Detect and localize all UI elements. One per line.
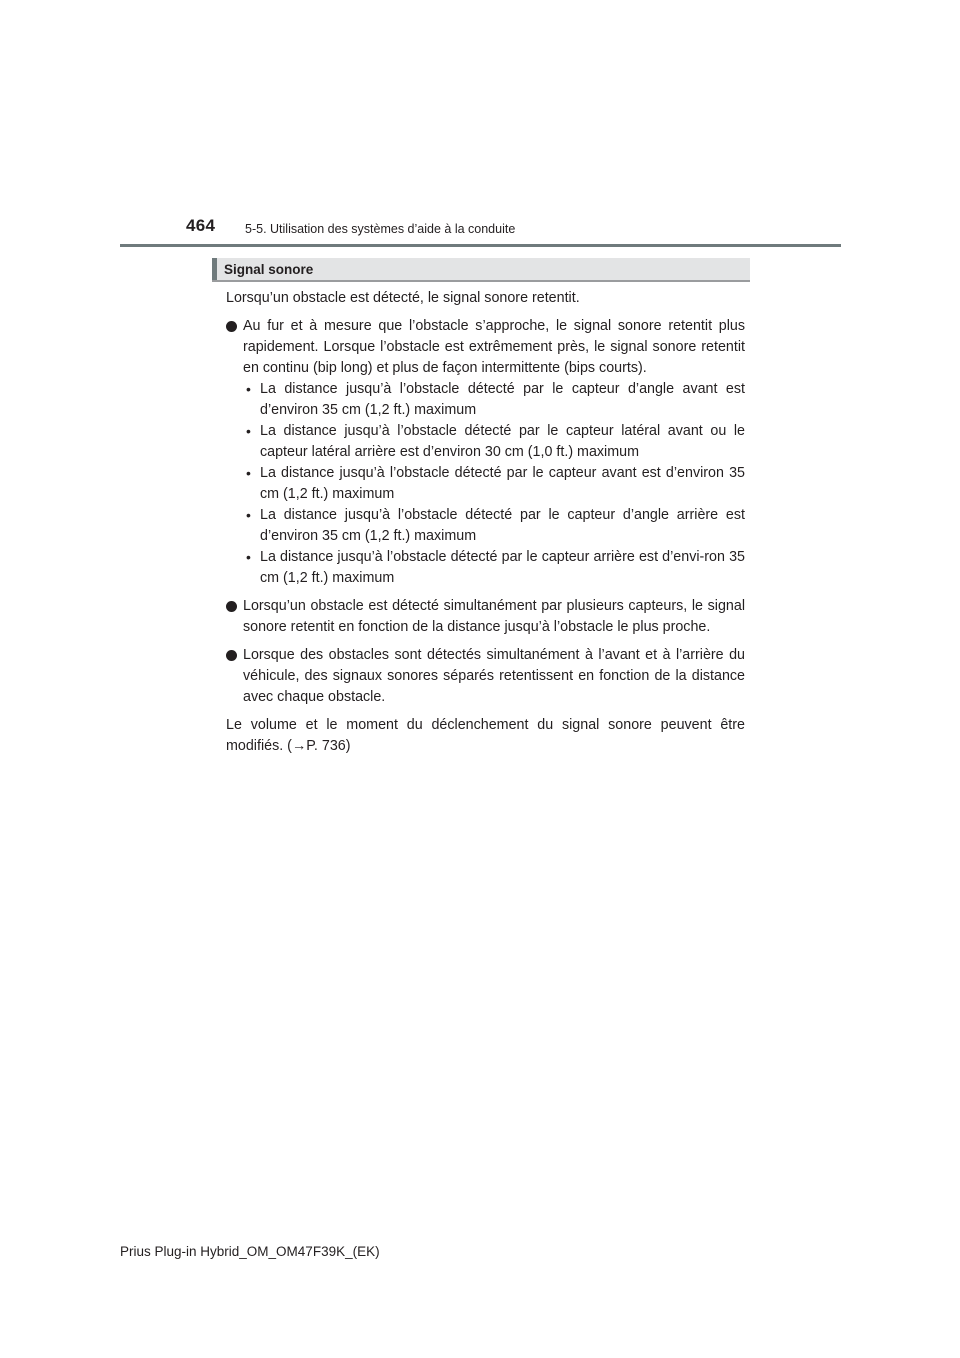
sub-item bbox=[243, 547, 745, 589]
sub-item-text: La distance jusqu’à l’obstacle détecté par le capteur d’angle avant est d’environ 35 cm (1,2 ft.) maximum bbox=[260, 381, 745, 418]
sub-bullet-icon: • bbox=[246, 465, 251, 481]
sub-bullet-icon: • bbox=[246, 507, 251, 523]
sub-bullet-icon: • bbox=[246, 381, 251, 397]
sub-list bbox=[243, 379, 745, 589]
sub-item bbox=[243, 505, 745, 547]
section-heading: Signal sonore bbox=[224, 262, 314, 277]
intro-paragraph: Lorsqu’un obstacle est détecté, le signal sonore retentit. bbox=[226, 290, 580, 306]
body-content bbox=[226, 288, 745, 757]
header-divider bbox=[120, 244, 841, 247]
sub-item bbox=[243, 463, 745, 505]
heading-accent bbox=[212, 258, 217, 280]
bullet-item bbox=[226, 596, 745, 638]
bullet-icon bbox=[226, 650, 237, 661]
footer-document-id: Prius Plug-in Hybrid_OM_OM47F39K_(EK) bbox=[120, 1244, 380, 1259]
bullet-item bbox=[226, 316, 745, 589]
page-number: 464 bbox=[186, 216, 216, 235]
sub-item-text: La distance jusqu’à l’obstacle détecté par le capteur avant est d’environ 35 cm (1,2 ft.) maximum bbox=[260, 465, 745, 502]
closing-paragraph: Le volume et le moment du déclenchement du signal sonore peuvent être modifiés. (→P. 736) bbox=[226, 717, 745, 754]
section-title: 5-5. Utilisation des systèmes d’aide à la conduite bbox=[245, 222, 516, 236]
bullet-text: Au fur et à mesure que l’obstacle s’approche, le signal sonore retentit plus rapidement. Lorsque l’obstacle est extrêmement près, le signal sonore retentit en continu (bip long) et plus de façon intermittente (bips courts). bbox=[243, 318, 745, 376]
sub-bullet-icon: • bbox=[246, 423, 251, 439]
sub-bullet-icon: • bbox=[246, 549, 251, 565]
sub-item-text: La distance jusqu’à l’obstacle détecté par le capteur latéral avant ou le capteur latéral arrière est d’environ 30 cm (1,0 ft.) maximum bbox=[260, 423, 745, 460]
sub-item bbox=[243, 379, 745, 421]
bullet-icon bbox=[226, 321, 237, 332]
sub-item bbox=[243, 421, 745, 463]
sub-item-text: La distance jusqu’à l’obstacle détecté par le capteur d’angle arrière est d’environ 35 cm (1,2 ft.) maximum bbox=[260, 507, 745, 544]
bullet-icon bbox=[226, 601, 237, 612]
section-heading-bar bbox=[212, 258, 750, 282]
sub-item-text: La distance jusqu’à l’obstacle détecté par le capteur arrière est d’envi-ron 35 cm (1,2 ft.) maximum bbox=[260, 549, 745, 586]
bullet-item bbox=[226, 645, 745, 708]
bullet-text: Lorsqu’un obstacle est détecté simultanément par plusieurs capteurs, le signal sonore retentit en fonction de la distance jusqu’à l’obstacle le plus proche. bbox=[243, 598, 745, 635]
bullet-text: Lorsque des obstacles sont détectés simultanément à l’avant et à l’arrière du véhicule, des signaux sonores séparés retentissent en fonction de la distance avec chaque obstacle. bbox=[243, 647, 745, 705]
